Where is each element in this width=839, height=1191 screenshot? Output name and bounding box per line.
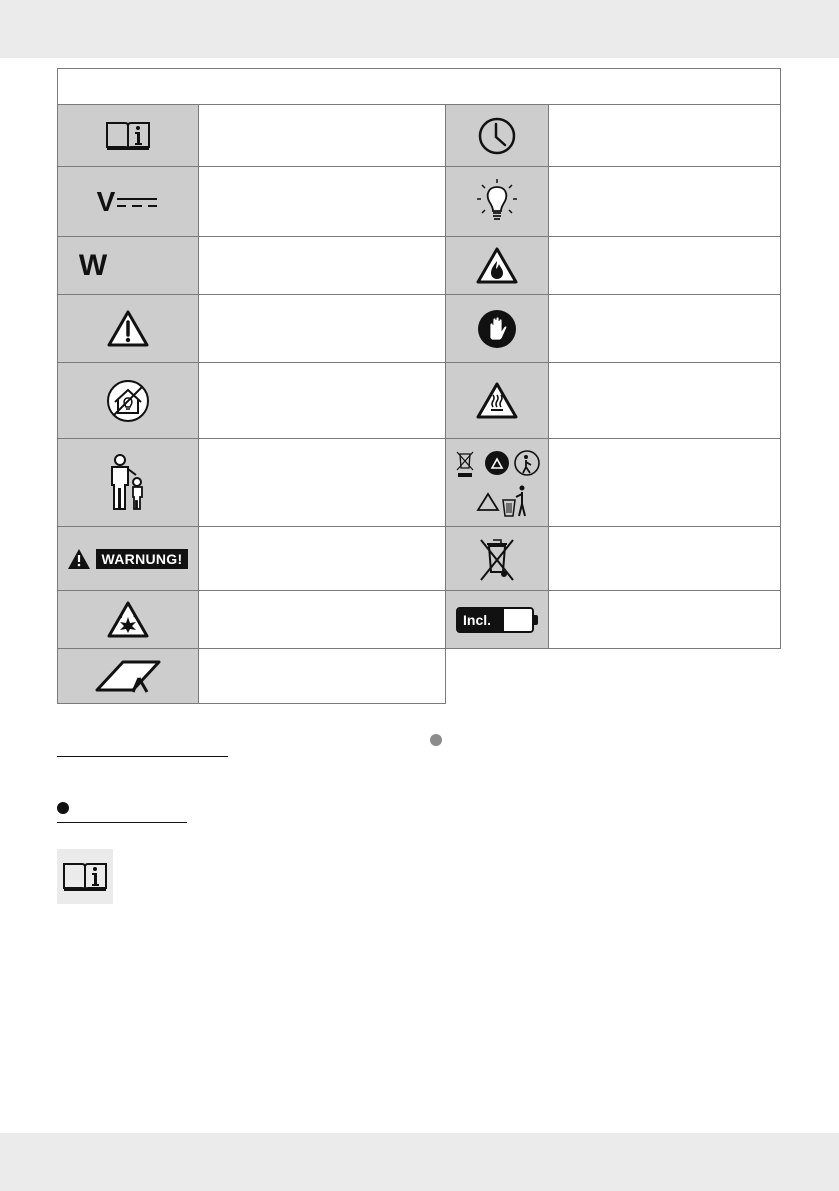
table-row	[57, 438, 781, 527]
icon-cell	[57, 526, 199, 591]
black-bullet	[57, 802, 69, 814]
crossed-bin-icon	[477, 536, 517, 582]
description-cell	[198, 362, 446, 439]
info-box	[57, 849, 113, 904]
description-cell	[198, 166, 446, 237]
table-header	[57, 68, 781, 105]
solar-panel-icon	[93, 658, 163, 694]
description-cell	[198, 294, 446, 363]
icon-cell	[57, 236, 199, 295]
warning-triangle-icon	[107, 310, 149, 348]
description-cell	[198, 648, 446, 704]
table-row	[57, 236, 781, 295]
table-row	[57, 294, 781, 363]
icon-cell	[57, 362, 199, 439]
description-cell	[548, 236, 781, 295]
recycling-symbols-icon	[454, 448, 540, 518]
description-cell	[548, 438, 781, 527]
section-heading-underline	[57, 756, 228, 757]
table-row	[57, 362, 781, 439]
description-cell	[548, 294, 781, 363]
volt-dc-icon: V	[96, 185, 116, 217]
table-row	[57, 166, 781, 237]
icon-cell	[445, 166, 549, 237]
grey-bullet	[430, 734, 442, 746]
icon-cell	[57, 590, 199, 649]
battery-included-icon	[456, 607, 538, 633]
child-supervision-icon	[106, 453, 150, 513]
read-manual-icon	[105, 119, 151, 153]
table-row	[57, 648, 781, 704]
battery-body	[456, 607, 534, 633]
icon-cell	[445, 526, 549, 591]
read-manual-icon	[62, 860, 108, 894]
symbol-table	[57, 68, 781, 704]
icon-cell	[57, 438, 199, 527]
light-bulb-icon	[474, 177, 520, 227]
clock-icon	[477, 116, 517, 156]
description-cell	[548, 166, 781, 237]
warnung-icon	[68, 549, 189, 569]
top-band	[0, 0, 839, 58]
hot-surface-icon	[476, 382, 518, 420]
description-cell	[548, 104, 781, 167]
icon-cell	[445, 590, 549, 649]
table-row	[57, 526, 781, 591]
watt-icon: W	[78, 248, 108, 282]
indoor-use-only-icon	[106, 379, 150, 423]
icon-cell	[445, 438, 549, 527]
description-cell	[198, 526, 446, 591]
wear-gloves-icon	[476, 308, 518, 350]
icon-cell	[445, 236, 549, 295]
icon-cell	[57, 104, 199, 167]
warnung-label: WARNUNG!	[96, 549, 189, 569]
description-cell	[198, 590, 446, 649]
description-cell	[198, 438, 446, 527]
icon-cell	[57, 648, 199, 704]
description-cell	[548, 590, 781, 649]
icon-cell	[445, 362, 549, 439]
battery-tip	[534, 615, 538, 625]
fire-warning-icon	[476, 247, 518, 285]
subsection-heading-underline	[57, 822, 187, 823]
icon-cell	[57, 294, 199, 363]
explosion-warning-icon	[107, 601, 149, 639]
table-row	[57, 104, 781, 167]
description-cell	[198, 104, 446, 167]
battery-label: Incl.	[458, 609, 504, 631]
icon-cell	[445, 104, 549, 167]
bottom-band	[0, 1133, 839, 1191]
table-row	[57, 590, 781, 649]
description-cell	[548, 526, 781, 591]
description-cell	[548, 362, 781, 439]
icon-cell	[57, 166, 199, 237]
description-cell	[198, 236, 446, 295]
icon-cell	[445, 294, 549, 363]
